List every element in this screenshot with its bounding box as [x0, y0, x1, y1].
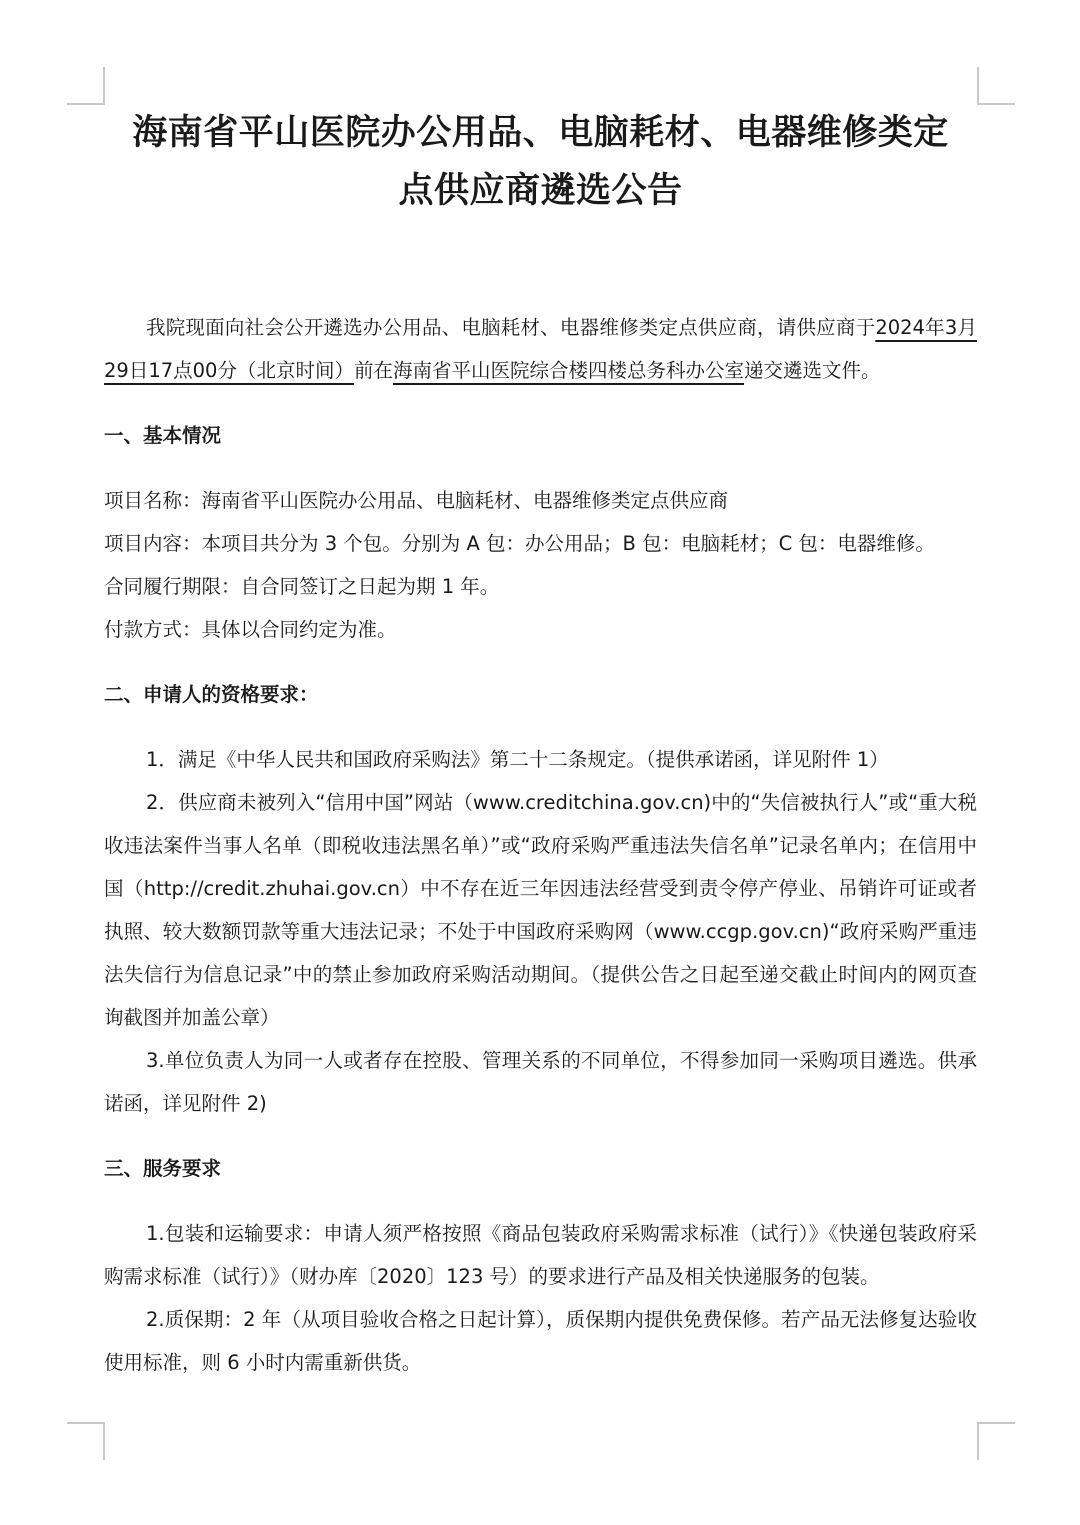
intro-text-b: 前在 — [353, 359, 393, 382]
document-page — [104, 104, 977, 1384]
project-name-line: 项目名称：海南省平山医院办公用品、电脑耗材、电器维修类定点供应商 — [104, 489, 729, 512]
title-line-1: 海南省平山医院办公用品、电脑耗材、电器维修类定 — [132, 113, 949, 153]
page-corner-mark-bottom-right — [977, 1422, 1015, 1460]
intro-text-c: 递交遴选文件。 — [743, 359, 881, 382]
service-requirement-2: 2.质保期：2 年（从项目验收合格之日起计算），质保期内提供免费保修。若产品无法修复达验收使用标准，则 6 小时内需重新供货。 — [104, 1308, 977, 1374]
requirement-2: 2．供应商未被列入“信用中国”网站（www.creditchina.gov.cn)中的“失信被执行人”或“重大税收违法案件当事人名单（即税收违法黑名单）”或“政府采购严重违法失信名单”记录名单内；在信用中国（http://credit.zhuhai.gov.cn）中不存在近三年因违法经营受到责令停产停业、吊销许可证或者执照、较大数额罚款等重大违法记录；不处于中国政府采购网（www.ccgp.gov.cn)“政府采购严重违法失信行为信息记录”中的禁止参加政府采购活动期间。（提供公告之日起至递交截止时间内的网页查询截图并加盖公章） — [104, 791, 977, 1029]
section-3-heading: 三、服务要求 — [104, 1157, 222, 1180]
intro-paragraph — [104, 306, 977, 392]
page-corner-mark-top-right — [977, 67, 1015, 105]
section-2-heading: 二、申请人的资格要求： — [104, 683, 319, 706]
project-content-line: 项目内容：本项目共分为 3 个包。分别为 A 包：办公用品；B 包：电脑耗材；C 包：电器维修。 — [104, 532, 935, 555]
section-1-heading: 一、基本情况 — [104, 424, 222, 447]
service-requirement-1: 1.包装和运输要求：申请人须严格按照《商品包装政府采购需求标准（试行）》《快递包装政府采购需求标准（试行）》（财办库〔2020〕123 号）的要求进行产品及相关快递服务的包装。 — [104, 1222, 977, 1288]
payment-method-line: 付款方式：具体以合同约定为准。 — [104, 618, 397, 641]
title-line-2: 点供应商遴选公告 — [398, 171, 683, 211]
location-text: 海南省平山医院综合楼四楼总务科办公室 — [392, 359, 744, 382]
page-corner-mark-top-left — [67, 67, 105, 105]
deadline-text: 2024年3月29日17点00分（北京时间） — [104, 316, 977, 382]
requirement-3: 3.单位负责人为同一人或者存在控股、管理关系的不同单位，不得参加同一采购项目遴选。供承诺函，详见附件 2) — [104, 1049, 977, 1115]
page-corner-mark-bottom-left — [67, 1422, 105, 1460]
document-title — [104, 104, 977, 220]
requirement-1: 1．满足《中华人民共和国政府采购法》第二十二条规定。（提供承诺函，详见附件 1） — [146, 748, 889, 771]
intro-text-a: 我院现面向社会公开遴选办公用品、电脑耗材、电器维修类定点供应商，请供应商于 — [146, 316, 876, 339]
contract-period-line: 合同履行期限：自合同签订之日起为期 1 年。 — [104, 575, 500, 598]
